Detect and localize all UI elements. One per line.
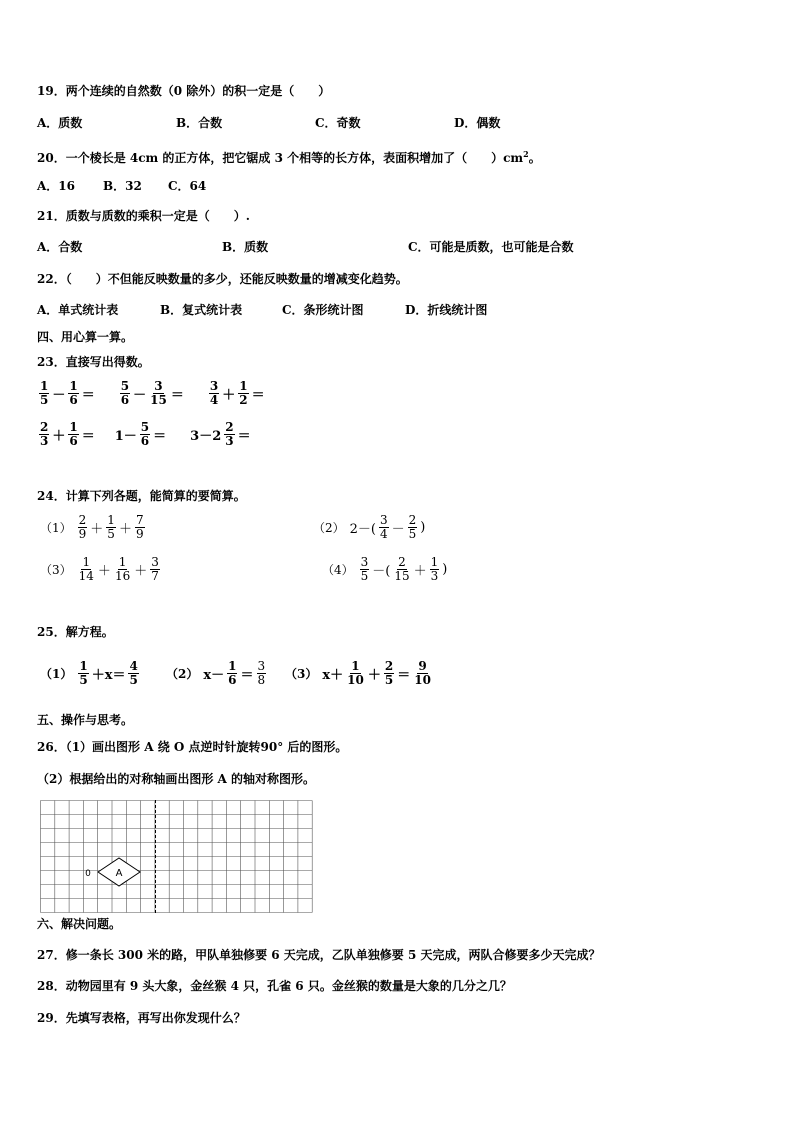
q23-row-2 xyxy=(37,421,252,448)
q24-stem: 24．计算下列各题，能简算的要简算。 xyxy=(37,489,246,503)
q25-equation-3: （3） x＋ 1 10 ＋ 2 5 ＝ 9 10 xyxy=(285,659,431,687)
q22-stem: 22．（ ）不但能反映数量的多少，还能反映数量的增减变化趋势。 xyxy=(37,272,408,286)
q19-option-c: C．奇数 xyxy=(315,116,361,130)
q19-option-d: D．偶数 xyxy=(454,116,501,130)
q26-grid xyxy=(40,800,313,917)
q20-stem: 20．一个棱长是 4cm 的正方体，把它锯成 3 个相等的长方体，表面积增加了（ ）$cm^2$。 xyxy=(37,149,541,165)
q23-stem: 23．直接写出得数。 xyxy=(37,355,150,369)
q21-option-a: A．合数 xyxy=(37,240,83,254)
q22-option-b: B．复式统计表 xyxy=(160,303,243,317)
q26-part-2: （2）根据给出的对称轴画出图形 A 的轴对称图形。 xyxy=(37,772,316,786)
q22-option-c: C．条形统计图 xyxy=(282,303,364,317)
q23-expr-6: 3－2 2 3 ＝ xyxy=(190,420,251,448)
q20-option-b: B．32 xyxy=(103,179,142,193)
q24-problem-2: （2） 2－( 3 4 － 2 5 ) xyxy=(313,513,426,541)
section-6-title: 六、解决问题。 xyxy=(37,917,122,931)
q25-equation-1: （1） 1 5 ＋x＝ 4 5 xyxy=(40,659,138,687)
q19-option-b: B．合数 xyxy=(176,116,223,130)
q19-option-a: A．质数 xyxy=(37,116,83,130)
q24-problem-4: （4） 3 5 －( 2 15 ＋ 1 3 ) xyxy=(322,555,448,583)
shape-a-label: A xyxy=(115,868,123,879)
q21-option-c: C．可能是质数，也可能是合数 xyxy=(408,240,574,254)
q24-problem-3: （3） 1 14 ＋ 1 16 ＋ 3 7 xyxy=(40,555,159,583)
point-o-label: 0 xyxy=(85,869,91,879)
q20-option-a: A．16 xyxy=(37,179,76,193)
q21-stem: 21．质数与质数的乘积一定是（ ）. xyxy=(37,209,250,223)
q25-stem: 25．解方程。 xyxy=(37,625,114,639)
grid-figure xyxy=(40,800,313,914)
q23-expr-1: 1 5 － 1 6 ＝ xyxy=(40,379,95,407)
section-5-title: 五、操作与思考。 xyxy=(37,713,134,727)
q22-option-d: D．折线统计图 xyxy=(405,303,488,317)
q21-option-b: B．质数 xyxy=(222,240,269,254)
q23-expr-2: 5 6 － 3 15 ＝ xyxy=(120,379,184,407)
q23-expr-5: 1－ 5 6 ＝ xyxy=(114,420,167,448)
q20-option-c: C．64 xyxy=(168,179,207,193)
q24-problem-1: （1） 2 9 ＋ 1 5 ＋ 7 9 xyxy=(40,513,144,541)
q28-stem: 28．动物园里有 9 头大象，金丝猴 4 只，孔雀 6 只。金丝猴的数量是大象的几分之几？ xyxy=(37,979,512,993)
q27-stem: 27．修一条长 300 米的路，甲队单独修要 6 天完成，乙队单独修要 5 天完成，两队合修要多少天完成？ xyxy=(37,948,601,962)
q26-part-1: 26．（1）画出图形 A 绕 O 点逆时针旋转90° 后的图形。 xyxy=(37,740,348,754)
q23-expr-3: 3 4 ＋ 1 2 ＝ xyxy=(209,379,265,407)
section-4-title: 四、用心算一算。 xyxy=(37,330,134,344)
q29-stem: 29．先填写表格，再写出你发现什么？ xyxy=(37,1011,246,1025)
q19-stem: 19．两个连续的自然数（0 除外）的积一定是（ ） xyxy=(37,84,331,98)
q25-equation-2: （2） x－ 1 6 ＝ 3 8 xyxy=(166,659,266,687)
q23-expr-4: 2 3 ＋ 1 6 ＝ xyxy=(40,420,95,448)
q23-row-1 xyxy=(37,380,266,407)
q22-option-a: A．单式统计表 xyxy=(37,303,119,317)
